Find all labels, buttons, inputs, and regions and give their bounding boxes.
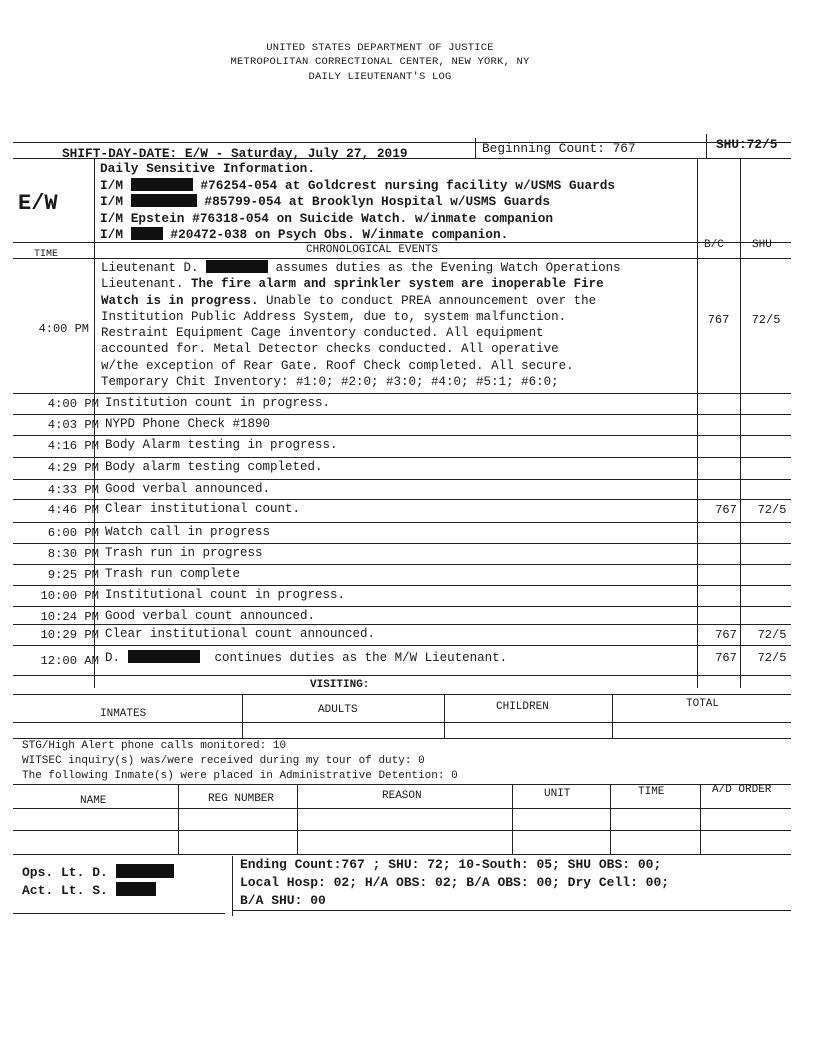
ops-lieutenant: Ops. Lt. D. xyxy=(22,865,108,880)
event-time: 10:24 PM xyxy=(40,610,99,624)
event-row-last xyxy=(13,648,791,672)
divider xyxy=(13,722,791,723)
ad-reg-header: REG NUMBER xyxy=(208,793,275,805)
ending-line-1: Ending Count:767 ; SHU: 72; 10-South: 05; SHU OBS: 00; xyxy=(240,857,662,872)
divider xyxy=(13,435,791,436)
divider xyxy=(475,138,476,158)
divider xyxy=(13,675,791,676)
event-time: 4:46 PM xyxy=(47,503,99,517)
event-time: 12:00 AM xyxy=(40,654,99,668)
redaction xyxy=(116,864,174,878)
col-shu-header: SHU xyxy=(752,239,772,251)
divider xyxy=(13,854,791,855)
event-text: Trash run complete xyxy=(105,567,241,581)
beginning-count: Beginning Count: 767 xyxy=(482,141,636,156)
divider xyxy=(232,910,791,911)
divider xyxy=(13,543,791,544)
divider xyxy=(444,694,445,738)
event-text: Good verbal count announced. xyxy=(105,609,316,623)
watch-label: E/W xyxy=(18,191,58,216)
event-row xyxy=(13,394,791,414)
ending-line-2: Local Hosp: 02; H/A OBS: 02; B/A OBS: 00; Dry Cell: 00; xyxy=(240,875,670,890)
event-time: 10:29 PM xyxy=(40,628,99,642)
event-row xyxy=(13,415,791,435)
redaction xyxy=(131,194,197,207)
header-log-title: DAILY LIEUTENANT'S LOG xyxy=(308,71,452,83)
divider xyxy=(13,808,791,809)
divider xyxy=(13,499,791,500)
event-shu: 72/5 xyxy=(757,503,787,517)
event-text: Institution count in progress. xyxy=(105,396,331,410)
divider xyxy=(178,784,179,854)
divider xyxy=(706,134,707,158)
event-row xyxy=(13,500,791,520)
ad-reason-header: REASON xyxy=(382,790,422,802)
divider xyxy=(13,158,791,159)
divider xyxy=(13,606,791,607)
event-time: 6:00 PM xyxy=(47,526,99,540)
divider xyxy=(232,856,233,916)
entry-time: 4:00 PM xyxy=(38,322,89,336)
event-row xyxy=(13,523,791,543)
event-time: 4:33 PM xyxy=(47,483,99,497)
sensitive-line: I/M #85799-054 at Brooklyn Hospital w/USMS Guards xyxy=(100,194,550,209)
event-row xyxy=(13,565,791,585)
entry-shu: 72/5 xyxy=(751,313,781,327)
event-time: 4:03 PM xyxy=(47,418,99,432)
visiting-title: VISITING: xyxy=(310,679,370,691)
shift-day-date: SHIFT-DAY-DATE: E/W - Saturday, July 27, 2019 xyxy=(62,146,408,161)
event-row xyxy=(13,436,791,456)
header-facility: METROPOLITAN CORRECTIONAL CENTER, NEW YORK, NY xyxy=(230,56,530,68)
divider xyxy=(13,479,791,480)
visiting-children-header: CHILDREN xyxy=(496,701,549,713)
col-bc-header: B/C xyxy=(704,239,724,251)
ad-unit-header: UNIT xyxy=(544,788,571,800)
sensitive-line: I/M #20472-038 on Psych Obs. W/inmate companion. xyxy=(100,227,509,242)
event-text: Body alarm testing completed. xyxy=(105,460,323,474)
event-bc: 767 xyxy=(715,503,737,517)
divider xyxy=(13,564,791,565)
event-time: 10:00 PM xyxy=(40,589,99,603)
event-text: Good verbal announced. xyxy=(105,482,271,496)
signatures xyxy=(22,864,174,900)
event-text: Institutional count in progress. xyxy=(105,588,346,602)
ad-placement-line: The following Inmate(s) were placed in Administrative Detention: 0 xyxy=(22,770,458,782)
col-chron-header: CHRONOLOGICAL EVENTS xyxy=(306,244,439,256)
event-row xyxy=(13,544,791,564)
divider xyxy=(13,457,791,458)
col-time-header: TIME xyxy=(34,249,59,260)
divider xyxy=(13,830,791,831)
redaction xyxy=(206,260,268,273)
event-text: Clear institutional count. xyxy=(105,502,301,516)
sensitive-information xyxy=(100,161,615,244)
header-agency: UNITED STATES DEPARTMENT OF JUSTICE xyxy=(266,42,494,54)
divider xyxy=(13,694,791,695)
visiting-inmates-header: INMATES xyxy=(100,708,147,720)
divider xyxy=(13,784,791,785)
divider xyxy=(13,738,791,739)
redaction xyxy=(128,650,200,663)
event-text: NYPD Phone Check #1890 xyxy=(105,417,271,431)
visiting-adults-header: ADULTS xyxy=(318,704,358,716)
event-text: Clear institutional count announced. xyxy=(105,627,376,641)
event-bc: 767 xyxy=(715,651,737,665)
event-row xyxy=(13,480,791,500)
event-text: Trash run in progress xyxy=(105,546,263,560)
redaction xyxy=(131,178,193,191)
sensitive-title: Daily Sensitive Information. xyxy=(100,161,316,176)
event-text: D. continues duties as the M/W Lieutenant. xyxy=(105,651,508,665)
divider xyxy=(13,142,791,143)
ad-name-header: NAME xyxy=(80,795,107,807)
divider xyxy=(13,624,791,625)
event-text: Body Alarm testing in progress. xyxy=(105,438,338,452)
divider xyxy=(13,242,791,243)
divider xyxy=(612,694,613,738)
event-row xyxy=(13,625,791,645)
ad-time-header: TIME xyxy=(638,786,665,798)
event-shu: 72/5 xyxy=(757,628,787,642)
divider xyxy=(242,694,243,738)
redaction xyxy=(116,882,156,896)
divider xyxy=(13,913,225,914)
acting-lieutenant: Act. Lt. S. xyxy=(22,883,108,898)
divider xyxy=(13,414,791,415)
first-entry-narrative: Lieutenant D. assumes duties as the Evening Watch Operations Lieutenant. The fire alarm and sprinkler system are inoperable Fire Watch is in progress. Unable to conduct PREA announcement over the Institution Public Address System, due to, system malfunction. Restraint Equipment Cage inventory conducted. All equipment accounted for. Metal Detector checks conducted. All operative w/the exception of Rear Gate. Roof Check completed. All secure. Temporary Chit Inventory: #1:0; #2:0; #3:0; #4:0; #5:1; #6:0; xyxy=(101,261,621,390)
event-row xyxy=(13,458,791,478)
sensitive-line: I/M #76254-054 at Goldcrest nursing facility w/USMS Guards xyxy=(100,177,616,193)
redaction xyxy=(131,227,163,240)
ending-count xyxy=(240,856,669,910)
divider xyxy=(13,645,791,646)
event-time: 9:25 PM xyxy=(47,568,99,582)
ending-line-3: B/A SHU: 00 xyxy=(240,893,326,908)
divider xyxy=(610,784,611,854)
event-time: 4:00 PM xyxy=(47,397,99,411)
event-time: 4:29 PM xyxy=(47,461,99,475)
divider xyxy=(700,784,701,854)
divider xyxy=(297,784,298,854)
divider xyxy=(13,258,791,259)
event-text: Watch call in progress xyxy=(105,525,271,539)
event-time: 8:30 PM xyxy=(47,547,99,561)
event-bc: 767 xyxy=(715,628,737,642)
ad-order-header: A/D ORDER xyxy=(712,784,772,796)
divider xyxy=(13,585,791,586)
witsec-line: WITSEC inquiry(s) was/were received during my tour of duty: 0 xyxy=(22,755,425,767)
divider xyxy=(512,784,513,854)
sensitive-line: I/M Epstein #76318-054 on Suicide Watch. w/inmate companion xyxy=(100,210,554,226)
divider xyxy=(13,522,791,523)
event-shu: 72/5 xyxy=(757,651,787,665)
stg-calls-line: STG/High Alert phone calls monitored: 10 xyxy=(22,740,287,752)
event-row xyxy=(13,586,791,606)
entry-bc: 767 xyxy=(707,313,730,327)
shu-count: SHU:72/5 xyxy=(716,137,778,152)
event-time: 4:16 PM xyxy=(47,439,99,453)
visiting-total-header: TOTAL xyxy=(686,698,720,710)
